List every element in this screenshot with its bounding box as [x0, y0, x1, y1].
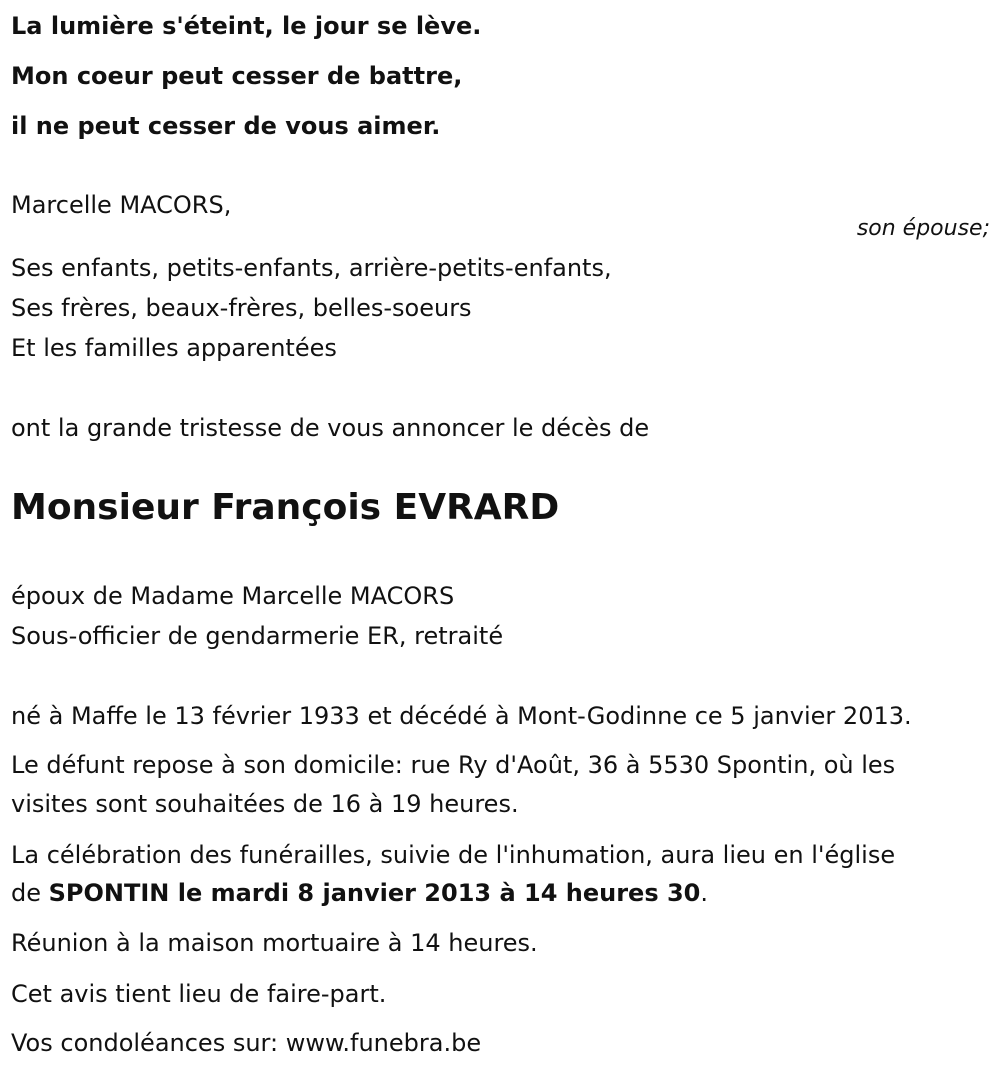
funeral-line-1: La célébration des funérailles, suivie de l'inhumation, aura lieu en l'église [11, 841, 896, 869]
notice-text: Cet avis tient lieu de faire-part. [11, 980, 387, 1008]
deceased-occupation: Sous-officier de gendarmerie ER, retraité [11, 622, 504, 650]
funeral-details: SPONTIN le mardi 8 janvier 2013 à 14 heures 30 [48, 879, 701, 907]
birth-death-text: né à Maffe le 13 février 1933 et décédé à Mont-Godinne ce 5 janvier 2013. [11, 702, 912, 730]
rest-line-1: Le défunt repose à son domicile: rue Ry d'Août, 36 à 5530 Spontin, où les [11, 751, 896, 779]
condolences-text: Vos condoléances sur: www.funebra.be [11, 1029, 482, 1057]
spouse-role: son épouse; [856, 216, 990, 241]
spouse-name: Marcelle MACORS, [11, 191, 232, 219]
funeral-suffix: . [700, 879, 709, 907]
meeting-text: Réunion à la maison mortuaire à 14 heures. [11, 929, 538, 957]
funeral-prefix: de [11, 879, 49, 907]
deceased-spouse: époux de Madame Marcelle MACORS [11, 582, 455, 610]
family-line-1: Ses enfants, petits-enfants, arrière-petits-enfants, [11, 254, 612, 282]
deceased-name: Monsieur François EVRARD [11, 487, 560, 528]
poem-line-3: il ne peut cesser de vous aimer. [11, 112, 441, 140]
announcement-text: ont la grande tristesse de vous annoncer le décès de [11, 414, 650, 442]
rest-line-2: visites sont souhaitées de 16 à 19 heures. [11, 790, 519, 818]
poem-line-2: Mon coeur peut cesser de battre, [11, 62, 463, 90]
family-line-2: Ses frères, beaux-frères, belles-soeurs [11, 294, 472, 322]
poem-line-1: La lumière s'éteint, le jour se lève. [11, 12, 482, 40]
family-line-3: Et les familles apparentées [11, 334, 337, 362]
funeral-line-2 [11, 878, 708, 908]
